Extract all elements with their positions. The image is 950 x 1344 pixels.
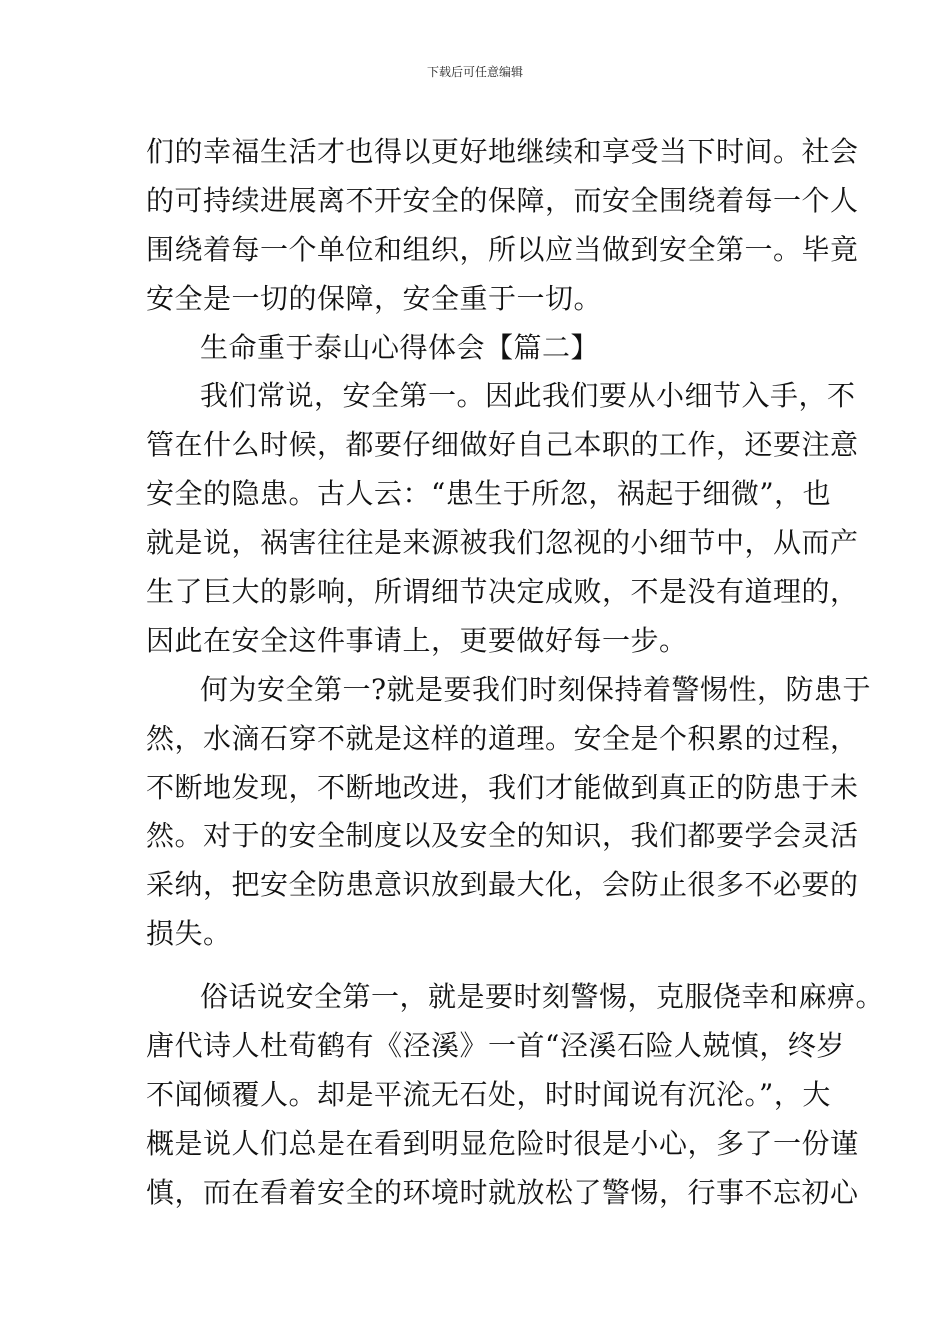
text-line: 管在什么时候，都要仔细做好自己本职的工作，还要注意 — [146, 428, 859, 462]
text-line: 生了巨大的影响，所谓细节决定成败，不是没有道理的， — [146, 575, 859, 609]
paragraph — [146, 973, 885, 1217]
text-line: 何为安全第一?就是要我们时刻保持着警惕性，防患于 — [200, 672, 872, 706]
heading-line: 生命重于泰山心得体会【篇二】 — [200, 330, 600, 364]
text-line: 采纳，把安全防患意识放到最大化，会防止很多不必要的 — [146, 868, 859, 902]
page-header: 下载后可任意编辑 — [426, 65, 523, 79]
text-line: 概是说人们总是在看到明显危险时很是小心，多了一份谨 — [146, 1126, 859, 1160]
text-line: 然。对于的安全制度以及安全的知识，我们都要学会灵活 — [146, 819, 859, 853]
text-line: 安全的隐患。古人云：“患生于所忽，祸起于细微”，也 — [146, 477, 832, 511]
text-line: 损失。 — [146, 917, 232, 951]
paragraph — [146, 372, 859, 665]
text-line: 俗话说安全第一，就是要时刻警惕，克服侥幸和麻痹。 — [200, 980, 885, 1014]
text-line: 们的幸福生活才也得以更好地继续和享受当下时间。社会 — [146, 135, 859, 168]
document-body — [146, 128, 885, 1218]
section-heading — [146, 324, 826, 373]
paragraph — [146, 128, 859, 324]
text-line: 我们常说，安全第一。因此我们要从小细节入手，不 — [200, 379, 856, 413]
paragraph — [146, 666, 872, 959]
text-line: 唐代诗人杜荀鹤有《泾溪》一首“泾溪石险人兢慎，终岁 — [146, 1029, 845, 1063]
text-line: 的可持续进展离不开安全的保障，而安全围绕着每一个人 — [146, 183, 859, 217]
text-line: 慎，而在看着安全的环境时就放松了警惕，行事不忘初心 — [146, 1175, 859, 1209]
text-line: 不断地发现，不断地改进，我们才能做到真正的防患于未 — [146, 770, 859, 804]
text-line: 安全是一切的保障，安全重于一切。 — [146, 281, 603, 315]
paragraph-spacer — [146, 959, 826, 973]
text-line: 因此在安全这件事请上，更要做好每一步。 — [146, 623, 688, 657]
text-line: 不闻倾覆人。却是平流无石处，时时闻说有沉沦。”，大 — [146, 1077, 831, 1111]
text-line: 就是说，祸害往往是来源被我们忽视的小细节中，从而产 — [146, 526, 859, 560]
text-line: 然，水滴石穿不就是这样的道理。安全是个积累的过程， — [146, 721, 859, 755]
text-line: 围绕着每一个单位和组织，所以应当做到安全第一。毕竟 — [146, 232, 859, 266]
